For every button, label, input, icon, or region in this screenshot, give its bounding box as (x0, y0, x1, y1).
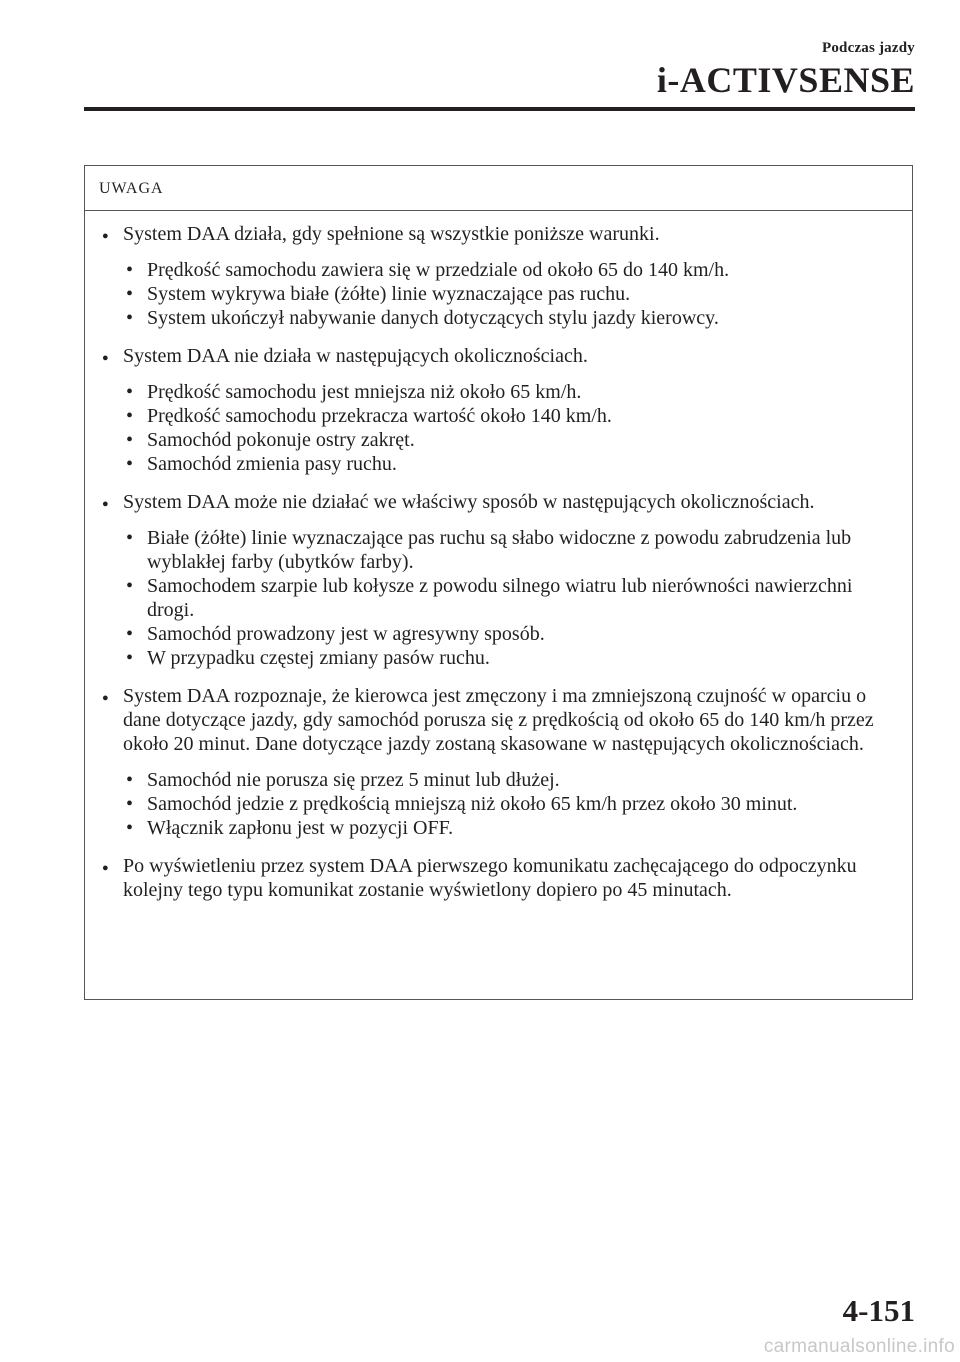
sub-bullet-icon: • (126, 817, 134, 839)
sub-item-text: Samochodem szarpie lub kołysze z powodu silnego wiatru lub nierówności nawierzchni drogi. (147, 575, 853, 621)
sub-item-text: Białe (żółte) linie wyznaczające pas ruchu są słabo widoczne z powodu zabrudzenia lub wyblakłej farby (ubytków farby). (147, 527, 852, 573)
sub-item-text: Samochód jedzie z prędkością mniejszą niż około 65 km/h przez około 30 minut. (147, 793, 798, 815)
sub-item (123, 380, 902, 404)
watermark: carmanualsonline.info (763, 1336, 955, 1357)
sub-item (123, 792, 902, 816)
sub-item (123, 306, 902, 330)
sub-item-text: System ukończył nabywanie danych dotyczących stylu jazdy kierowcy. (147, 307, 719, 329)
note-item-text: System DAA nie działa w następujących okolicznościach. (123, 345, 588, 367)
sub-item-text: Prędkość samochodu zawiera się w przedziale od około 65 do 140 km/h. (147, 259, 730, 281)
bullet-dot-icon: ● (102, 230, 109, 242)
sub-item (123, 258, 902, 282)
sub-item (123, 574, 902, 622)
note-item (102, 222, 902, 330)
sub-bullet-icon: • (126, 647, 134, 669)
sub-item (123, 404, 902, 428)
note-item-text: Po wyświetleniu przez system DAA pierwszego komunikatu zachęcającego do odpoczynku kolejny tego typu komunikat zostanie wyświetlony dopiero po 45 minutach. (123, 855, 857, 901)
page-number: 4-151 (842, 1293, 915, 1328)
bullet-dot-icon: ● (102, 352, 109, 364)
sub-item-text: Prędkość samochodu jest mniejsza niż około 65 km/h. (147, 381, 582, 403)
sub-list (123, 526, 902, 670)
note-body (85, 211, 912, 902)
sub-item-text: Prędkość samochodu przekracza wartość około 140 km/h. (147, 405, 612, 427)
note-item (102, 684, 902, 840)
sub-bullet-icon: • (126, 575, 134, 597)
note-item (102, 490, 902, 670)
chapter-title: i-ACTIVSENSE (656, 60, 915, 100)
sub-bullet-icon: • (126, 381, 134, 403)
sub-bullet-icon: • (126, 527, 134, 549)
sub-item (123, 282, 902, 306)
sub-item-text: System wykrywa białe (żółte) linie wyznaczające pas ruchu. (147, 283, 631, 305)
section-label: Podczas jazdy (821, 40, 915, 56)
sub-item (123, 428, 902, 452)
bullet-dot-icon: ● (102, 692, 109, 704)
sub-list (123, 258, 902, 330)
sub-item (123, 452, 902, 476)
note-item-text: System DAA może nie działać we właściwy sposób w następujących okolicznościach. (123, 491, 815, 513)
note-item (102, 344, 902, 476)
sub-bullet-icon: • (126, 793, 134, 815)
note-item (102, 854, 902, 902)
sub-bullet-icon: • (126, 453, 134, 475)
sub-item (123, 768, 902, 792)
sub-bullet-icon: • (126, 769, 134, 791)
sub-list (123, 380, 902, 476)
sub-item-text: Samochód pokonuje ostry zakręt. (147, 429, 415, 451)
sub-item-text: W przypadku częstej zmiany pasów ruchu. (147, 647, 490, 669)
note-box (84, 165, 913, 1000)
note-item-text: System DAA rozpoznaje, że kierowca jest zmęczony i ma zmniejszoną czujność w oparciu o dane dotyczące jazdy, gdy samochód porusza się z prędkością od około 65 do 140 km/h przez około 20 minut. Dane dotyczące jazdy zostaną skasowane w następujących okolicznościach. (123, 685, 874, 755)
sub-item-text: Włącznik zapłonu jest w pozycji OFF. (147, 817, 454, 839)
sub-item-text: Samochód zmienia pasy ruchu. (147, 453, 397, 475)
header-rule (84, 107, 915, 111)
sub-bullet-icon: • (126, 429, 134, 451)
sub-item (123, 622, 902, 646)
sub-bullet-icon: • (126, 307, 134, 329)
sub-bullet-icon: • (126, 283, 134, 305)
sub-item-text: Samochód nie porusza się przez 5 minut lub dłużej. (147, 769, 560, 791)
sub-item (123, 526, 902, 574)
sub-item (123, 816, 902, 840)
sub-bullet-icon: • (126, 623, 134, 645)
bullet-dot-icon: ● (102, 498, 109, 510)
bullet-dot-icon: ● (102, 862, 109, 874)
sub-item-text: Samochód prowadzony jest w agresywny sposób. (147, 623, 545, 645)
sub-bullet-icon: • (126, 405, 134, 427)
sub-item (123, 646, 902, 670)
note-item-text: System DAA działa, gdy spełnione są wszystkie poniższe warunki. (123, 223, 660, 245)
note-title: UWAGA (99, 180, 164, 197)
sub-list (123, 768, 902, 840)
sub-bullet-icon: • (126, 259, 134, 281)
note-header (85, 166, 912, 211)
